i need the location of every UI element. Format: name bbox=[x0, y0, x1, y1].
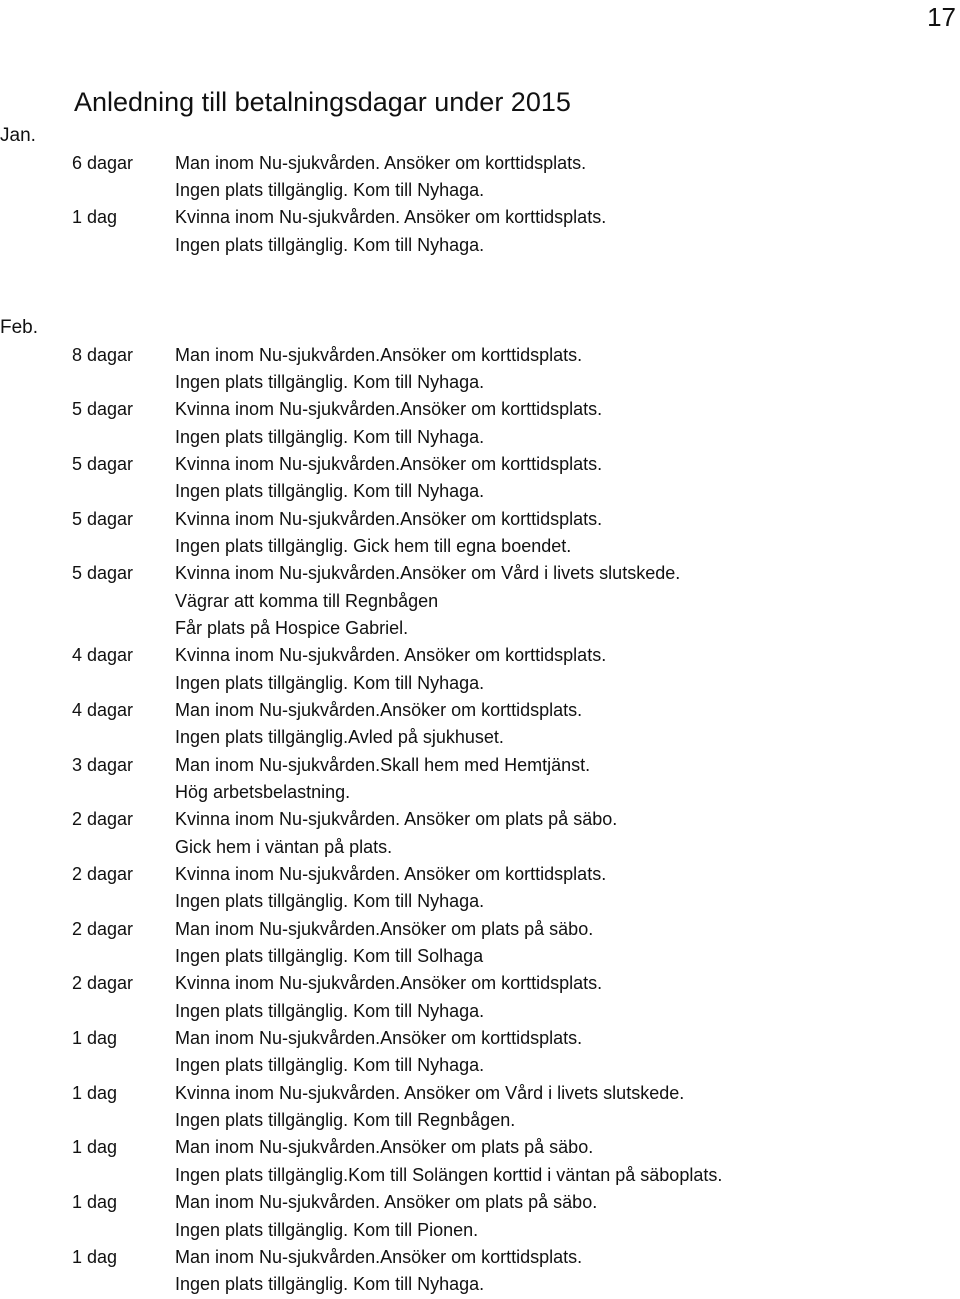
entry-days: 8 dagar bbox=[72, 344, 134, 365]
entry-line: Ingen plats tillgänglig.Kom till Solängen korttid i väntan på säboplats. bbox=[175, 1164, 723, 1185]
entry-line: Man inom Nu-sjukvården.Ansöker om korttidsplats. bbox=[175, 1246, 583, 1267]
entry-line: Kvinna inom Nu-sjukvården. Ansöker om korttidsplats. bbox=[175, 207, 607, 228]
entry-row bbox=[0, 451, 960, 506]
entry-row bbox=[0, 1134, 960, 1189]
entry-line: Ingen plats tillgänglig. Kom till Nyhaga. bbox=[175, 426, 485, 447]
entry-line: Kvinna inom Nu-sjukvården.Ansöker om korttidsplats. bbox=[175, 973, 603, 994]
entry-line: Kvinna inom Nu-sjukvården.Ansöker om korttidsplats. bbox=[175, 508, 603, 529]
entries bbox=[0, 150, 960, 259]
entry-row bbox=[0, 342, 960, 397]
entry-days: 2 dagar bbox=[72, 809, 134, 830]
entry-line: Kvinna inom Nu-sjukvården.Ansöker om korttidsplats. bbox=[175, 399, 603, 420]
entry-description bbox=[175, 396, 602, 451]
entry-description bbox=[175, 806, 617, 861]
entry-row bbox=[0, 1189, 960, 1244]
month-label: Jan. bbox=[0, 125, 36, 146]
entry-line: Får plats på Hospice Gabriel. bbox=[175, 617, 409, 638]
entry-row bbox=[0, 806, 960, 861]
entry-description bbox=[175, 560, 680, 642]
entry-line: Man inom Nu-sjukvården.Ansöker om korttidsplats. bbox=[175, 344, 583, 365]
entry-row bbox=[0, 560, 960, 642]
entry-days: 5 dagar bbox=[72, 399, 134, 420]
entry-description bbox=[175, 1080, 684, 1135]
entry-days: 4 dagar bbox=[72, 645, 134, 666]
entry-row bbox=[0, 1080, 960, 1135]
entry-row bbox=[0, 1244, 960, 1299]
entry-line: Ingen plats tillgänglig. Kom till Nyhaga. bbox=[175, 371, 485, 392]
entry-row bbox=[0, 916, 960, 971]
entry-description bbox=[175, 1189, 597, 1244]
entry-line: Ingen plats tillgänglig. Kom till Nyhaga. bbox=[175, 672, 485, 693]
entry-description bbox=[175, 752, 590, 807]
entry-line: Ingen plats tillgänglig. Kom till Regnbågen. bbox=[175, 1110, 516, 1131]
entry-line: Gick hem i väntan på plats. bbox=[175, 836, 393, 857]
entry-line: Ingen plats tillgänglig. Gick hem till egna boendet. bbox=[175, 535, 572, 556]
entry-line: Ingen plats tillgänglig. Kom till Pionen. bbox=[175, 1219, 479, 1240]
entry-description bbox=[175, 1025, 582, 1080]
entry-days: 1 dag bbox=[72, 207, 118, 228]
entry-description bbox=[175, 697, 582, 752]
entry-row bbox=[0, 970, 960, 1025]
entry-line: Kvinna inom Nu-sjukvården. Ansöker om korttidsplats. bbox=[175, 864, 607, 885]
entry-line: Kvinna inom Nu-sjukvården. Ansöker om plats på säbo. bbox=[175, 809, 618, 830]
entry-days: 6 dagar bbox=[72, 152, 134, 173]
entry-line: Ingen plats tillgänglig. Kom till Nyhaga. bbox=[175, 234, 485, 255]
entry-line: Ingen plats tillgänglig. Kom till Solhaga bbox=[175, 946, 484, 967]
entry-line: Kvinna inom Nu-sjukvården. Ansöker om korttidsplats. bbox=[175, 645, 607, 666]
entry-row bbox=[0, 396, 960, 451]
entry-description bbox=[175, 506, 602, 561]
page-number: 17 bbox=[927, 2, 956, 32]
entry-days: 2 dagar bbox=[72, 864, 134, 885]
entry-days: 1 dag bbox=[72, 1082, 118, 1103]
entry-days: 5 dagar bbox=[72, 508, 134, 529]
entry-line: Man inom Nu-sjukvården.Ansöker om plats på säbo. bbox=[175, 918, 594, 939]
entry-row bbox=[0, 752, 960, 807]
entry-days: 1 dag bbox=[72, 1246, 118, 1267]
entry-line: Man inom Nu-sjukvården. Ansöker om plats på säbo. bbox=[175, 1192, 598, 1213]
entry-row bbox=[0, 506, 960, 561]
entry-row bbox=[0, 642, 960, 697]
entry-line: Vägrar att komma till Regnbågen bbox=[175, 590, 439, 611]
entry-days: 1 dag bbox=[72, 1192, 118, 1213]
entry-line: Ingen plats tillgänglig. Kom till Nyhaga. bbox=[175, 179, 485, 200]
entry-days: 1 dag bbox=[72, 1028, 118, 1049]
entry-line: Ingen plats tillgänglig. Kom till Nyhaga. bbox=[175, 891, 485, 912]
entry-description bbox=[175, 1134, 722, 1189]
entry-description bbox=[175, 642, 606, 697]
entry-description bbox=[175, 916, 593, 971]
entries bbox=[0, 342, 960, 1299]
entry-row bbox=[0, 204, 960, 259]
entry-days: 3 dagar bbox=[72, 754, 134, 775]
entry-line: Man inom Nu-sjukvården. Ansöker om korttidsplats. bbox=[175, 152, 587, 173]
entry-description bbox=[175, 861, 606, 916]
entry-days: 5 dagar bbox=[72, 453, 134, 474]
entry-row bbox=[0, 1025, 960, 1080]
entry-line: Kvinna inom Nu-sjukvården.Ansöker om korttidsplats. bbox=[175, 453, 603, 474]
entry-days: 1 dag bbox=[72, 1137, 118, 1158]
entry-line: Kvinna inom Nu-sjukvården.Ansöker om Vård i livets slutskede. bbox=[175, 563, 681, 584]
entry-days: 2 dagar bbox=[72, 918, 134, 939]
entry-line: Man inom Nu-sjukvården.Ansöker om korttidsplats. bbox=[175, 1028, 583, 1049]
entry-line: Hög arbetsbelastning. bbox=[175, 782, 351, 802]
entry-line: Ingen plats tillgänglig.Avled på sjukhuset. bbox=[175, 727, 504, 748]
entry-description bbox=[175, 1244, 582, 1299]
entry-description bbox=[175, 204, 606, 259]
entry-days: 5 dagar bbox=[72, 563, 134, 584]
document-title: Anledning till betalningsdagar under 2015 bbox=[74, 87, 571, 117]
entry-line: Ingen plats tillgänglig. Kom till Nyhaga. bbox=[175, 1055, 485, 1076]
month-label: Feb. bbox=[0, 317, 39, 338]
entry-days: 2 dagar bbox=[72, 973, 134, 994]
entry-line: Man inom Nu-sjukvården.Ansöker om korttidsplats. bbox=[175, 699, 583, 720]
entry-line: Ingen plats tillgänglig. Kom till Nyhaga. bbox=[175, 1274, 485, 1295]
entry-line: Man inom Nu-sjukvården.Ansöker om plats på säbo. bbox=[175, 1137, 594, 1158]
entry-row bbox=[0, 150, 960, 205]
entry-row bbox=[0, 861, 960, 916]
entry-description bbox=[175, 451, 602, 506]
entry-line: Ingen plats tillgänglig. Kom till Nyhaga. bbox=[175, 481, 485, 502]
entry-row bbox=[0, 697, 960, 752]
entry-description bbox=[175, 970, 602, 1025]
entry-line: Man inom Nu-sjukvården.Skall hem med Hemtjänst. bbox=[175, 754, 591, 775]
entry-line: Kvinna inom Nu-sjukvården. Ansöker om Vård i livets slutskede. bbox=[175, 1082, 685, 1103]
entry-days: 4 dagar bbox=[72, 699, 134, 720]
entry-description bbox=[175, 150, 586, 205]
entry-description bbox=[175, 342, 582, 397]
entry-line: Ingen plats tillgänglig. Kom till Nyhaga. bbox=[175, 1000, 485, 1021]
